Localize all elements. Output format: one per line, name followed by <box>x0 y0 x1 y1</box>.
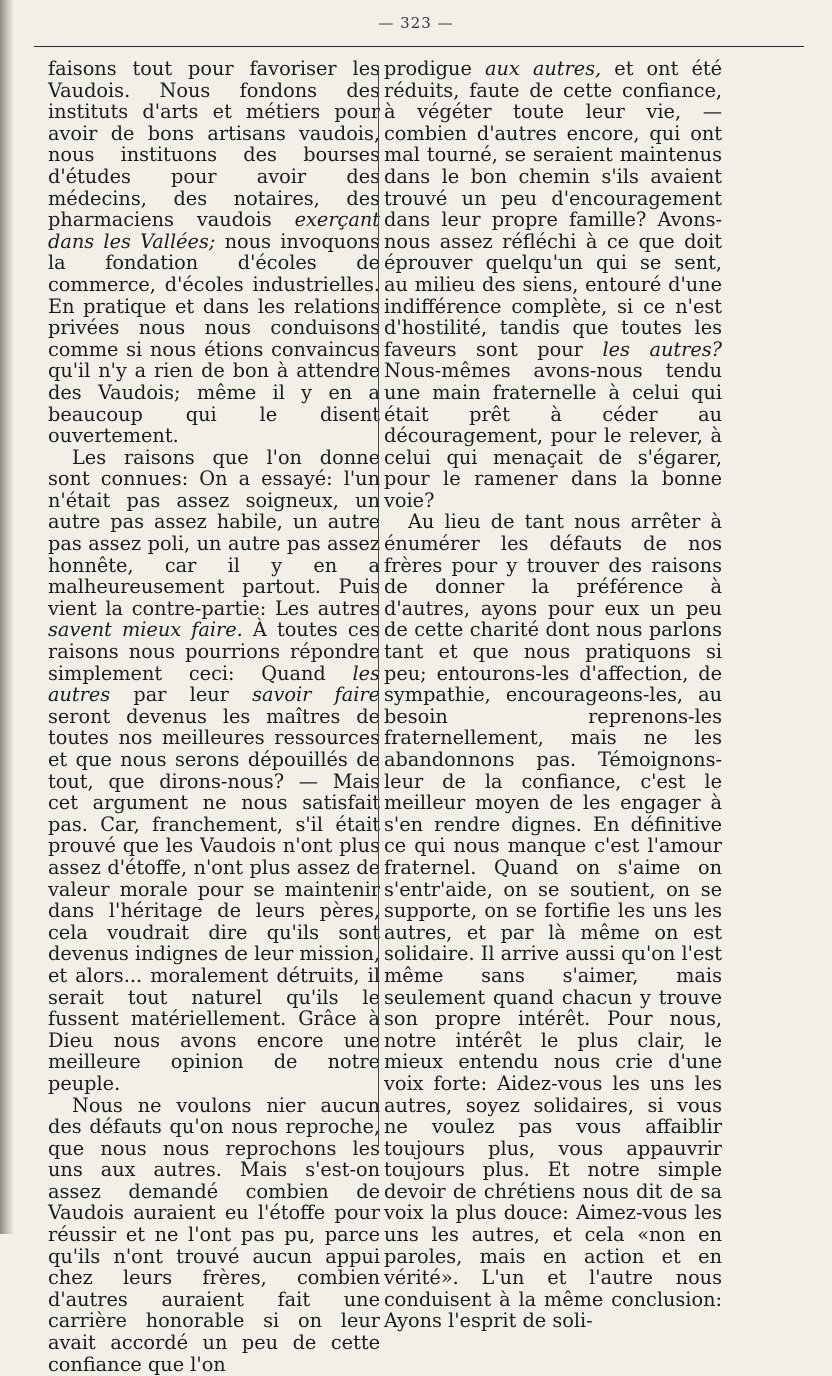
italic-text-run: savoir faire <box>252 683 380 707</box>
paragraph <box>48 447 380 1095</box>
page-number: — 323 — <box>378 14 454 32</box>
italic-text-run: les autres? <box>602 337 723 361</box>
italic-text-run: exerçant dans les Vallées; <box>48 208 380 253</box>
text-run: Nous ne voulons nier aucun des défauts qu'on nous reproche, que nous nous reprochons les uns aux autres. Mais s'est-on assez demandé combien de Vaudois auraient eu l'étoffe pour réussir et ne l'ont pas pu, parce qu'ils n'ont trouvé aucun appui chez leurs frères, combien d'autres auraient fait une carrière honorable si on leur avait accordé un peu de cette confiance que l'on <box>48 1093 380 1376</box>
italic-text-run: aux autres, <box>484 57 602 80</box>
text-run: Au lieu de tant nous arrêter à énumérer les défauts de nos frères pour y trouver des raisons de donner la préférence à d'autres, ayons pour eux un peu de cette charité dont nous parlons tant et que nous pratiquons si peu; entourons-les d'affection, de sympathie, encourageons-les, au besoin reprenons-les fraternellement, mais ne les abandonnons pas. Témoignons-leur de la confiance, c'est le meilleur moyen de les engager à s'en rendre dignes. En définitive ce qui nous manque c'est l'amour fraternel. Quand on s'aime on s'entr'aide, on se soutient, on se supporte, on se fortifie les uns les autres, et par là même on est solidaire. Il arrive aussi qu'on l'est même sans s'aimer, mais seulement quand chacun y trouve son propre intérêt. Pour nous, notre intérêt le plus clair, le mieux entendu nous crie d'une voix forte: Aidez-vous les uns les autres, soyez solidaires, si vous ne voulez pas vous affaiblir toujours plus, vous appauvrir toujours plus. Et notre simple devoir de chrétiens nous dit de sa voix la plus douce: Aimez-vous les uns les autres, et cela «non en paroles, mais en action et en vérité». L'un et l'autre nous conduisent à la même conclusion: Ayons l'esprit de soli- <box>384 510 722 1333</box>
text-run: Nous-mêmes avons-nous tendu une main fraternelle à celui qui était prêt à céder au découragement, pour le relever, à celui qui menaçait de s'égarer, pour le ramener dans la bonne voie? <box>384 359 722 512</box>
paragraph <box>384 511 722 1332</box>
header-rule <box>34 46 804 47</box>
right-column <box>384 58 722 1332</box>
text-run: par leur <box>110 683 253 707</box>
left-column <box>48 58 380 1375</box>
column-divider <box>378 66 379 1146</box>
page-edge-shadow <box>0 0 14 1234</box>
italic-text-run: les autres <box>48 661 380 707</box>
paragraph <box>48 1095 380 1376</box>
italic-text-run: savent mieux faire. <box>48 618 243 642</box>
text-run: À toutes ces raisons nous pourrions répondre simplement ceci: Quand <box>48 618 380 685</box>
text-run: prodigue <box>384 57 485 80</box>
text-run: Les raisons que l'on donne sont connues: On a essayé: l'un n'était pas assez soigneux, un autre pas assez habile, un autre pas assez poli, un autre pas assez honnête, car il y en a malheureusement partout. Puis vient la contre-partie: Les autres <box>48 445 380 620</box>
text-run: et ont été réduits, faute de cette confiance, à végéter toute leur vie, — combien d'autres encore, qui ont mal tourné, se seraient maintenus dans le bon chemin s'ils avaient trouvé un peu d'encouragement dans leur propre famille? Avons-nous assez réfléchi à ce que doit éprouver quelqu'un qui se sent, au milieu des siens, entouré d'une indifférence complète, si ce n'est d'hostilité, tandis que toutes les faveurs sont pour <box>384 57 723 361</box>
text-run: faisons tout pour favoriser les Vaudois. Nous fondons des instituts d'arts et métiers pour avoir de bons artisans vaudois, nous instituons des bourses d'études pour avoir des médecins, des notaires, des pharmaciens vaudois <box>48 57 380 232</box>
paragraph <box>384 58 722 511</box>
text-run: nous invoquons la fondation d'écoles de commerce, d'écoles industrielles. En pratique et dans les relations privées nous nous conduisons comme si nous étions convaincus qu'il n'y a rien de bon à attendre des Vaudois; même il y en a beaucoup qui le disent ouvertement. <box>48 229 380 448</box>
paragraph <box>48 58 380 447</box>
text-run: seront devenus les maîtres de toutes nos meilleures ressources et que nous serons dépouillés de tout, que dirons-nous? — Mais cet argument ne nous satisfait pas. Car, franchement, s'il était prouvé que les Vaudois n'ont plus assez d'étoffe, n'ont plus assez de valeur morale pour se maintenir dans l'héritage de leurs pères, cela voudrait dire qu'ils sont devenus indignes de leur mission, et alors... moralement détruits, il serait tout naturel qu'ils le fussent matériellement. Grâce à Dieu nous avons encore une meilleure opinion de notre peuple. <box>48 704 380 1095</box>
